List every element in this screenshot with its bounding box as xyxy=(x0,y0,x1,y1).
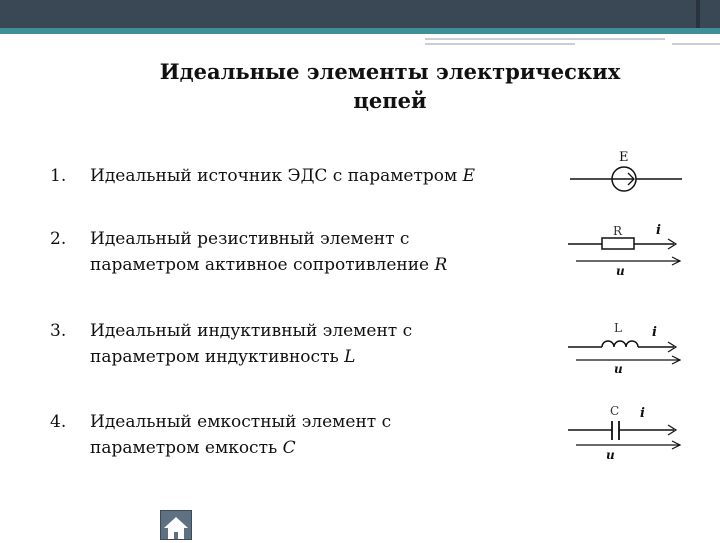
list-item-text: параметром емкость xyxy=(90,438,283,458)
list-item-number: 1. xyxy=(50,166,67,186)
list-item-number: 3. xyxy=(50,321,67,341)
home-button[interactable] xyxy=(160,510,192,540)
inductor-label: L xyxy=(614,321,622,335)
resistor-label: R xyxy=(613,224,623,238)
parameter-symbol: C xyxy=(282,438,296,458)
slide-top-bar xyxy=(0,0,720,28)
list-item-text: Идеальный источник ЭДС с параметром xyxy=(90,166,463,186)
list-item-text: параметром индуктивность xyxy=(90,347,345,367)
resistor-symbol xyxy=(566,222,690,278)
parameter-symbol: E xyxy=(462,166,476,186)
list-item-line2 xyxy=(90,252,447,278)
inductor-symbol xyxy=(566,316,690,374)
list-item-line1: Идеальный индуктивный элемент с xyxy=(90,321,413,341)
decor-line xyxy=(425,38,665,40)
slide-title: Идеальные элементы электрических цепей xyxy=(159,59,621,113)
list-item-line2 xyxy=(90,344,355,370)
capacitor-label: C xyxy=(610,404,620,418)
list-item-line1: Идеальный емкостный элемент с xyxy=(90,412,392,432)
home-icon xyxy=(161,511,191,539)
list-item-text: параметром активное сопротивление xyxy=(90,255,435,275)
emf-source-symbol xyxy=(566,142,686,194)
emf-label: E xyxy=(619,150,629,165)
current-label: i xyxy=(656,223,661,238)
decor-line xyxy=(425,43,575,45)
voltage-label: u xyxy=(614,362,623,374)
slide-accent-stripe xyxy=(0,28,720,34)
voltage-label: u xyxy=(616,264,625,278)
parameter-symbol: L xyxy=(344,347,356,367)
list-item-line2 xyxy=(90,435,296,461)
current-label: i xyxy=(652,325,657,340)
decor-line xyxy=(672,43,720,45)
list-item-number: 4. xyxy=(50,412,67,432)
list-item-number: 2. xyxy=(50,229,67,249)
parameter-symbol: R xyxy=(434,255,448,275)
list-item-line1: Идеальный резистивный элемент с xyxy=(90,229,410,249)
list-item-line1 xyxy=(90,163,475,189)
capacitor-symbol xyxy=(566,403,690,461)
current-label: i xyxy=(640,406,645,421)
voltage-label: u xyxy=(606,448,615,461)
slide-corner-accent xyxy=(696,0,700,28)
